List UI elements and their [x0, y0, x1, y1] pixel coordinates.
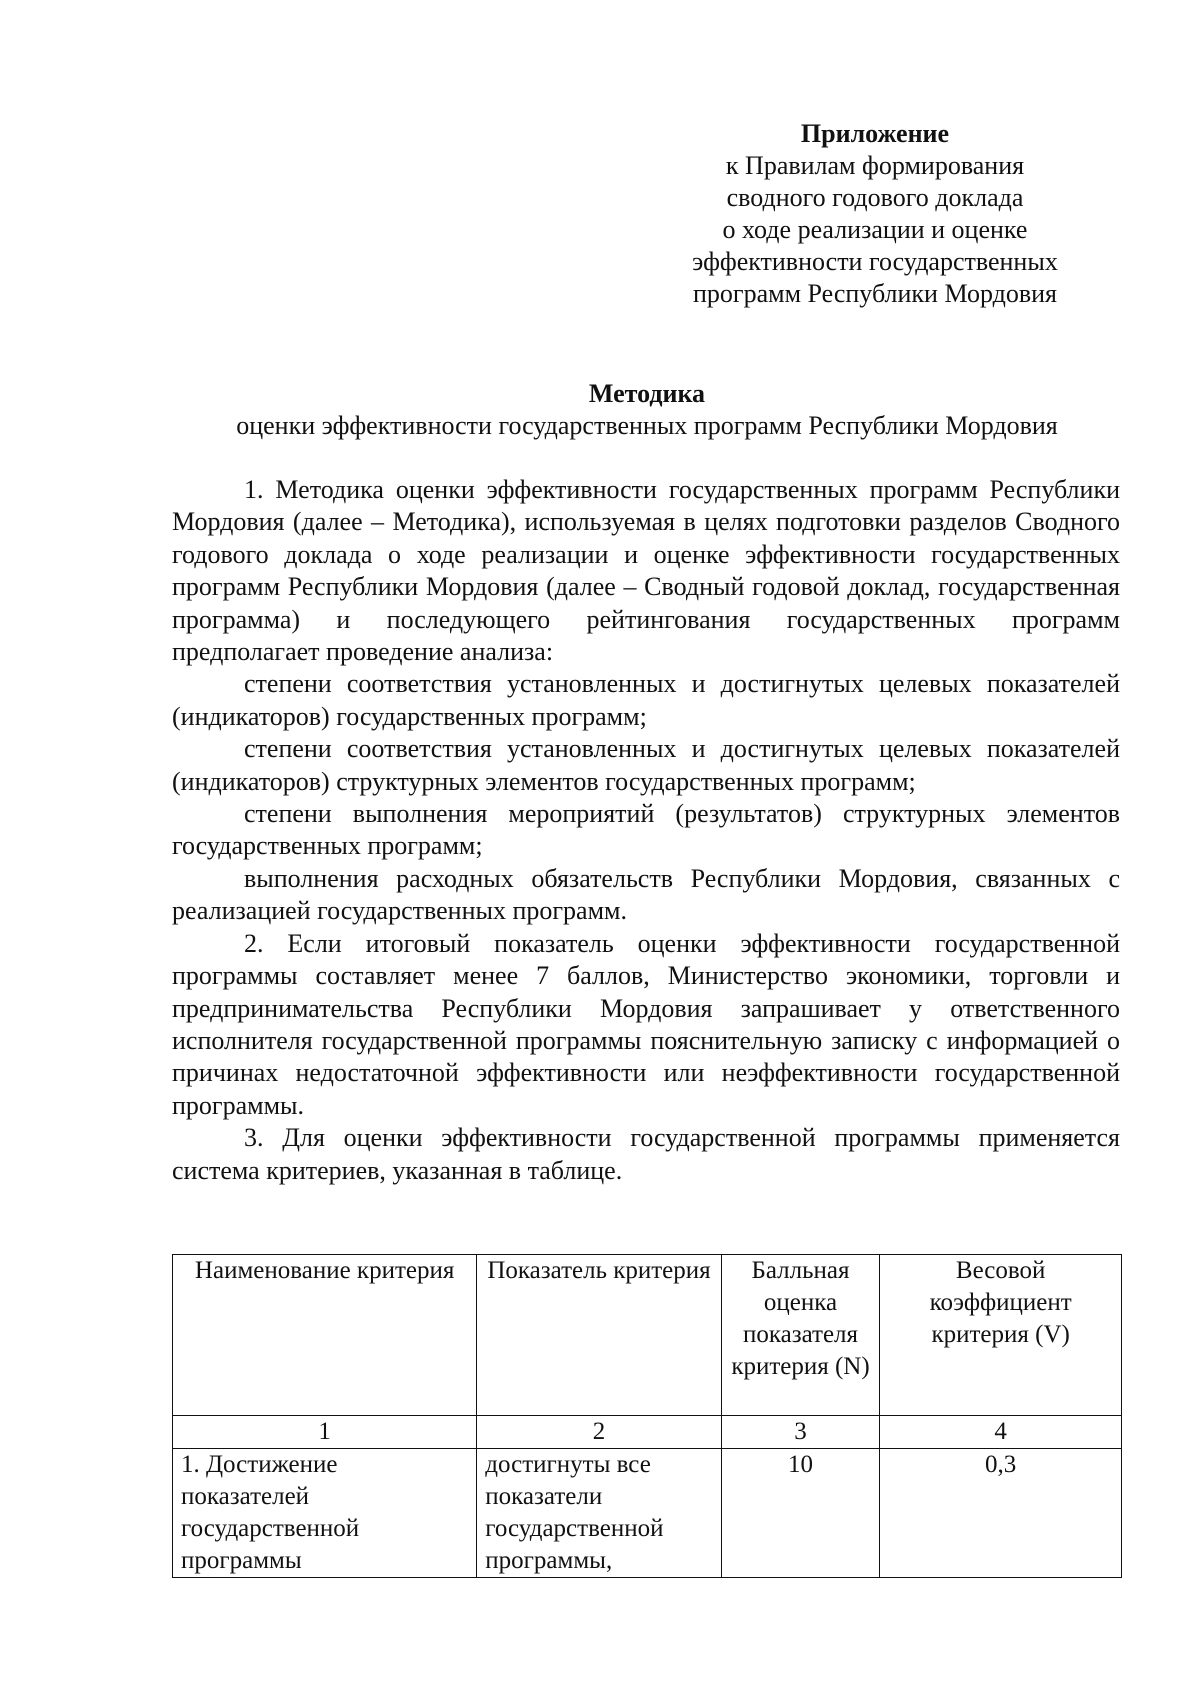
- table-header-row: [173, 1255, 1122, 1416]
- header-weight: Весовой коэффициент критерия (V): [880, 1255, 1122, 1416]
- paragraph-item-1: степени соответствия установленных и достигнутых целевых показателей (индикаторов) государственных программ;: [172, 669, 1120, 731]
- methodology-title-block: [172, 378, 1122, 442]
- column-number: 1: [173, 1416, 477, 1449]
- appendix-line: эффективности государственных: [692, 247, 1058, 276]
- criteria-table: [172, 1254, 1122, 1578]
- appendix-heading: Приложение: [800, 119, 950, 148]
- appendix-line: к Правилам формирования: [725, 151, 1025, 180]
- appendix-line: о ходе реализации и оценке: [722, 215, 1028, 244]
- paragraph-item-4: выполнения расходных обязательств Республики Мордовия, связанных с реализацией государственных программ.: [172, 863, 1120, 926]
- body-text: [172, 474, 1120, 1187]
- table-column-numbers-row: [173, 1416, 1122, 1449]
- methodology-title: Методика: [588, 379, 706, 408]
- paragraph-item-2: степени соответствия установленных и достигнутых целевых показателей (индикаторов) структурных элементов государственных программ;: [172, 734, 1120, 796]
- paragraph-2: 2. Если итоговый показатель оценки эффективности государственной программы составляет менее 7 баллов, Министерство экономики, торговли и предпринимательства Республики Мордовия запрашивает у ответственного исполнителя государственной программы пояснительную записку с информацией о причинах недостаточной эффективности или неэффективности государственной программы.: [172, 928, 1120, 1120]
- header-score: Балльная оценка показателя критерия (N): [721, 1255, 880, 1416]
- column-number: 2: [477, 1416, 721, 1449]
- appendix-line: программ Республики Мордовия: [693, 279, 1057, 308]
- header-criterion-name: Наименование критерия: [173, 1255, 477, 1416]
- methodology-subtitle: оценки эффективности государственных программ Республики Мордовия: [236, 411, 1058, 440]
- paragraph-1: 1. Методика оценки эффективности государственных программ Республики Мордовия (далее – Методика), используемая в целях подготовки разделов Сводного годового доклада о ходе реализации и оценке эффективности государственных программ Республики Мордовия (далее – Сводный годовой доклад, государственная программа) и последующего рейтингования государственных программ предполагает проведение анализа:: [172, 475, 1120, 667]
- column-number: 3: [721, 1416, 880, 1449]
- table-row: [173, 1449, 1122, 1578]
- cell-score: 10: [721, 1449, 880, 1578]
- paragraph-item-3: степени выполнения мероприятий (результатов) структурных элементов государственных программ;: [172, 799, 1120, 861]
- column-number: 4: [880, 1416, 1122, 1449]
- cell-weight: 0,3: [880, 1449, 1122, 1578]
- paragraph-3: 3. Для оценки эффективности государственной программы применяется система критериев, указанная в таблице.: [172, 1123, 1120, 1185]
- appendix-line: сводного годового доклада: [726, 183, 1024, 212]
- header-criterion-indicator: Показатель критерия: [477, 1255, 721, 1416]
- cell-criterion-name: 1. Достижение показателей государственной программы: [173, 1449, 477, 1578]
- appendix-block: [660, 118, 1090, 310]
- cell-criterion-indicator: достигнуты все показатели государственной программы,: [477, 1449, 721, 1578]
